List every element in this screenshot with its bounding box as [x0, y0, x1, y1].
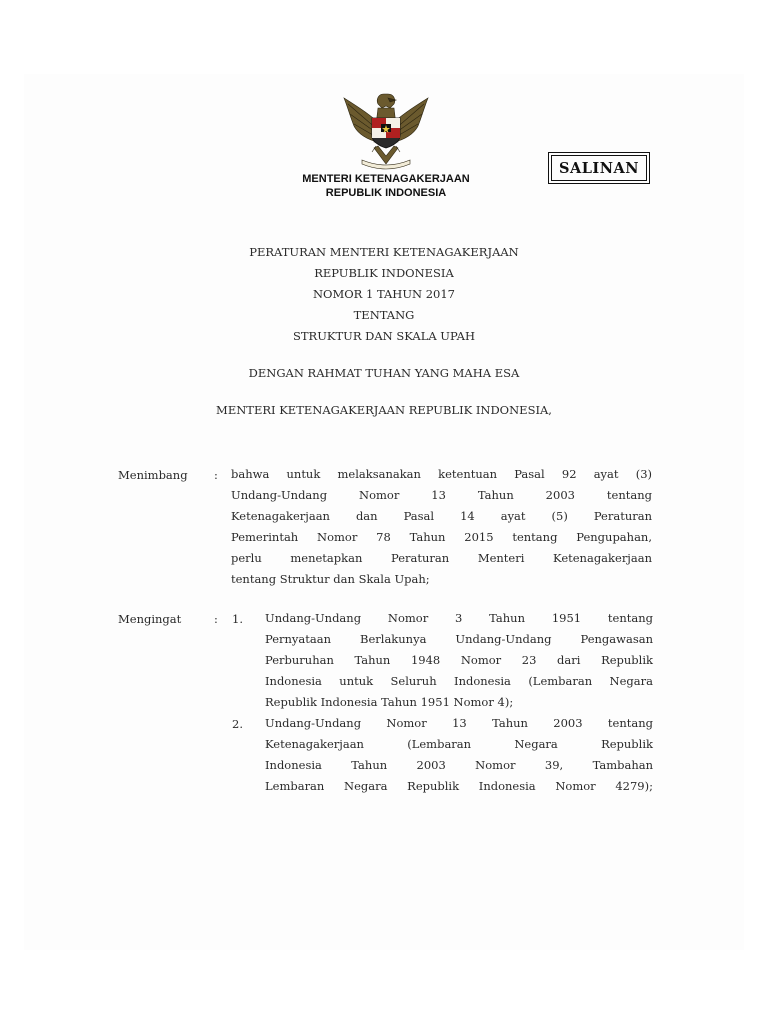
- regulation-title: [184, 242, 584, 347]
- menimbang-colon: :: [214, 468, 218, 482]
- paragraph-line: Indonesia untuk Seluruh Indonesia (Lembaran Negara: [265, 674, 653, 688]
- title-line: PERATURAN MENTERI KETENAGAKERJAAN: [249, 245, 519, 259]
- item-number: 1.: [232, 612, 243, 626]
- paragraph-line: tentang Struktur dan Skala Upah;: [231, 572, 430, 586]
- title-line: REPUBLIK INDONESIA: [314, 266, 454, 280]
- divine-invocation: DENGAN RAHMAT TUHAN YANG MAHA ESA: [248, 366, 520, 380]
- paragraph-line: Pemerintah Nomor 78 Tahun 2015 tentang Pengupahan,: [231, 530, 652, 544]
- republic-name: REPUBLIK INDONESIA: [325, 187, 447, 199]
- paragraph-line: Ketenagakerjaan (Lembaran Negara Republik: [265, 737, 653, 751]
- mengingat-label: Mengingat: [118, 612, 182, 626]
- salinan-stamp: [548, 152, 650, 184]
- paragraph-line: Ketenagakerjaan dan Pasal 14 ayat (5) Peraturan: [231, 509, 652, 523]
- paragraph-line: Undang-Undang Nomor 13 Tahun 2003 tentang: [231, 488, 652, 502]
- paragraph-line: perlu menetapkan Peraturan Menteri Ketenagakerjaan: [231, 551, 652, 565]
- paragraph-line: Undang-Undang Nomor 13 Tahun 2003 tentang: [265, 716, 653, 730]
- paragraph-line: Perburuhan Tahun 1948 Nomor 23 dari Republik: [265, 653, 653, 667]
- paragraph-line: Lembaran Negara Republik Indonesia Nomor 4279);: [265, 779, 653, 793]
- paragraph-line: Indonesia Tahun 2003 Nomor 39, Tambahan: [265, 758, 653, 772]
- mengingat-colon: :: [214, 612, 218, 626]
- ministry-name: MENTERI KETENAGAKERJAAN: [302, 173, 470, 185]
- paragraph-line: Pernyataan Berlakunya Undang-Undang Pengawasan: [265, 632, 653, 646]
- title-line: TENTANG: [353, 308, 415, 322]
- title-line: STRUKTUR DAN SKALA UPAH: [292, 329, 476, 343]
- garuda-emblem-icon: [338, 86, 434, 172]
- title-line: NOMOR 1 TAHUN 2017: [312, 287, 456, 301]
- paragraph-line: Republik Indonesia Tahun 1951 Nomor 4);: [265, 695, 514, 709]
- item-number: 2.: [232, 717, 243, 731]
- minister-heading: MENTERI KETENAGAKERJAAN REPUBLIK INDONESIA,: [216, 403, 552, 417]
- paragraph-line: Undang-Undang Nomor 3 Tahun 1951 tentang: [265, 611, 653, 625]
- salinan-label: SALINAN: [559, 159, 639, 177]
- menimbang-label: Menimbang: [118, 468, 188, 482]
- ministry-header: [250, 172, 522, 200]
- paragraph-line: bahwa untuk melaksanakan ketentuan Pasal 92 ayat (3): [231, 467, 652, 481]
